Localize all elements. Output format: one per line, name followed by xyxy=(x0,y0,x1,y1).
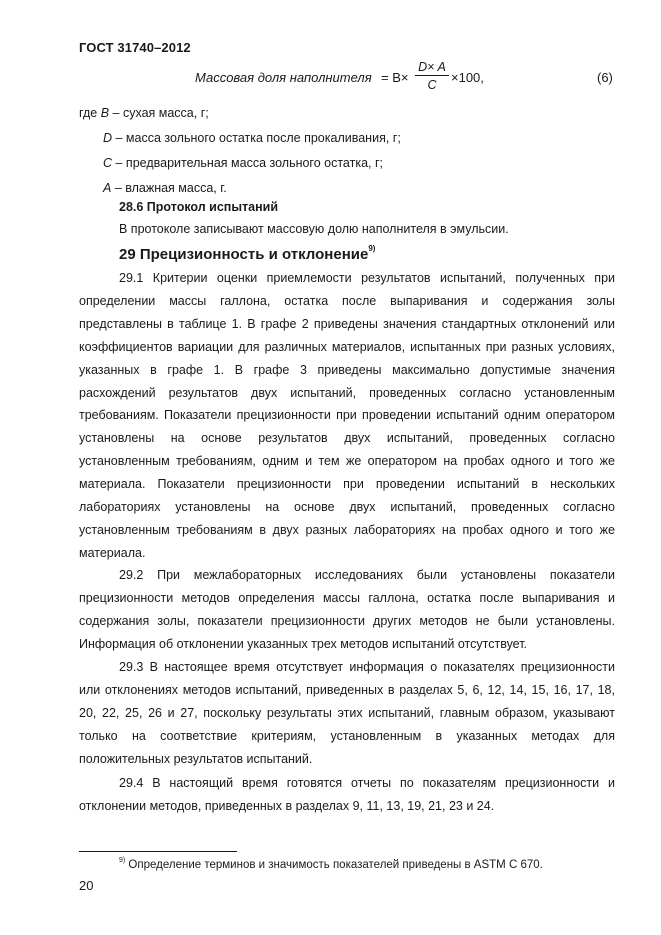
formula-numerator: D× A xyxy=(418,60,446,74)
footnote-reference: 9) xyxy=(368,244,376,253)
paragraph-29-2: 29.2 При межлабораторных исследованиях были установлены показатели прецизионности методов определения массы галлона, остатка после выпаривания и содержания золы, показатели прецизионности других методов не были установлены. Информация об отклонении указанных трех методов испытаний отсутствует. xyxy=(79,568,615,651)
definition-a: A – влажная масса, г. xyxy=(103,181,227,195)
document-header: ГОСТ 31740–2012 xyxy=(79,40,191,55)
formula-fraction xyxy=(415,60,449,92)
footnote: $^{9)}$ Определение терминов и значимость показателей приведены в ASTM C 670. xyxy=(119,857,543,871)
formula-equals-b: = B× xyxy=(381,70,409,85)
formula-denominator: C xyxy=(427,78,437,92)
section-29-title: 29 Прецизионность и отклонение$^{9)}$ xyxy=(119,244,376,263)
formula-label: Массовая доля наполнителя xyxy=(195,70,372,85)
variable-definitions xyxy=(79,103,401,203)
paragraph-29-3: 29.3 В настоящее время отсутствует информация о показателях прецизионности или отклонениях методов испытаний, приведенных в разделах 5, 6, 12, 14, 15, 16, 17, 18, 20, 22, 25, 26 и 27, поскольку результаты этих испытаний, главным образом, указывают только на соответствие критериям, установленным в указанных методах для положительных результатов испытаний. xyxy=(79,660,615,766)
paragraph-29-1: 29.1 Критерии оценки приемлемости результатов испытаний, полученных при определении массы галлона, остатка после выпаривания и содержания золы представлены в таблице 1. В графе 2 приведены значения стандартных отклонений или коэффициентов вариации для различных материалов, испытанных при разных условиях, указанных в графе 1. В графе 3 приведены максимально допустимые значения расхождений результатов двух испытаний, проведенных согласно установленным требованиям. Показатели прецизионности при проведении испытаний одним оператором установлены на основе результатов двух испытаний, проведенных согласно установленным требованиям, одним и тем же оператором на пробах одного и того же материала. Показатели прецизионности при проведении испытаний в нескольких лабораториях установлены на основе двух испытаний, проведенных согласно установленным требованиям в двух разных лабораториях на пробах одного и того же материала. xyxy=(79,271,615,560)
definition-b: где B – сухая масса, г; xyxy=(79,106,209,120)
formula-number: (6) xyxy=(597,70,613,85)
definition-d: D – масса зольного остатка после прокаливания, г; xyxy=(103,131,401,145)
formula-tail: ×100, xyxy=(451,70,484,85)
paragraph-29-4: 29.4 В настоящий время готовятся отчеты по показателям прецизионности и отклонении методов, приведенных в разделах 9, 11, 13, 19, 21, 23 и 24. xyxy=(79,776,615,813)
fraction-bar xyxy=(415,75,449,76)
section-28-6-text: В протоколе записывают массовую долю наполнителя в эмульсии. xyxy=(119,222,509,236)
section-28-6-title: 28.6 Протокол испытаний xyxy=(119,200,279,214)
formula-6 xyxy=(195,60,615,100)
definition-c: C – предварительная масса зольного остатка, г; xyxy=(103,156,384,170)
page-number: 20 xyxy=(79,878,94,893)
footnote-separator xyxy=(79,851,237,852)
